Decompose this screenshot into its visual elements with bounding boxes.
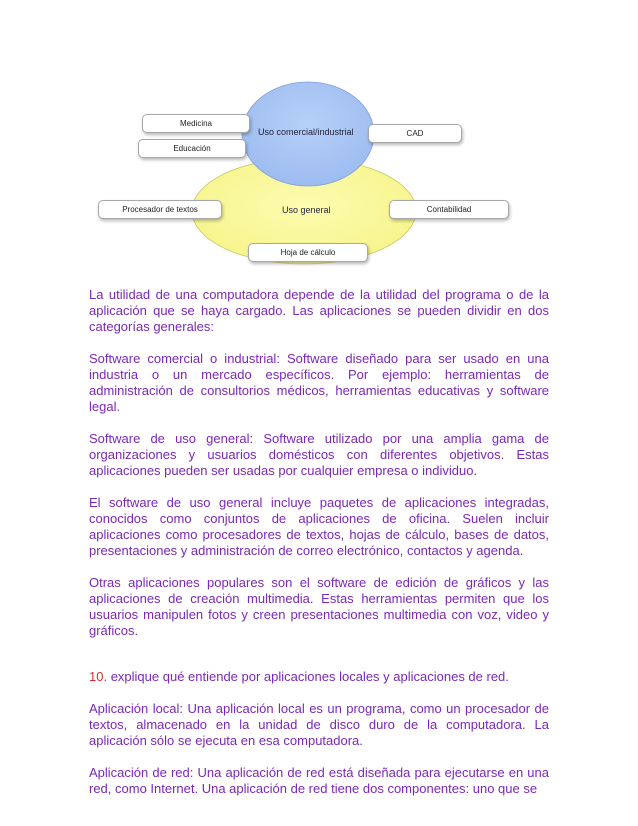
procesador-box: Procesador de textos	[98, 200, 222, 219]
paragraph-local-app: Aplicación local: Una aplicación local es un programa, como un procesador de textos, almacenado en la unidad de disco duro de la computadora. La aplicación sólo se ejecuta en esa computadora.	[89, 701, 549, 748]
paragraph-general: Software de uso general: Software utilizado por una amplia gama de organizaciones y usuarios domésticos con diferentes objetivos. Estas aplicaciones pueden ser usadas por cualquier empresa o individuo.	[89, 431, 549, 478]
question-text: explique qué entiende por aplicaciones locales y aplicaciones de red.	[107, 669, 509, 684]
paragraph-network-app: Aplicación de red: Una aplicación de red está diseñada para ejecutarse en una red, como Internet. Una aplicación de red tiene dos componentes: uno que se	[89, 765, 549, 796]
body-text	[89, 287, 549, 813]
diagram-shapes	[0, 0, 638, 280]
question-number: 10.	[89, 669, 108, 684]
paragraph-intro: La utilidad de una computadora depende de la utilidad del programa o de la aplicación que se haya cargado. Las aplicaciones se pueden dividir en dos categorías generales:	[89, 287, 549, 334]
paragraph-popular-apps: Otras aplicaciones populares son el software de edición de gráficos y las aplicaciones de creación multimedia. Estas herramientas permiten que los usuarios manipulen fotos y creen presentaciones multimedia con voz, video y gráficos.	[89, 575, 549, 638]
contabilidad-box: Contabilidad	[389, 200, 509, 219]
software-categories-diagram	[0, 0, 638, 280]
cad-box: CAD	[368, 124, 462, 143]
paragraph-office-suites: El software de uso general incluye paquetes de aplicaciones integradas, conocidos como conjuntos de aplicaciones de oficina. Suelen incluir aplicaciones como procesadores de textos, hojas de cálculo, bases de datos, presentaciones y administración de correo electrónico, contactos y agenda.	[89, 495, 549, 558]
commercial-use-label: Uso comercial/industrial	[258, 127, 354, 137]
question-10	[89, 669, 549, 685]
hoja-calculo-box: Hoja de cálculo	[248, 243, 368, 262]
educacion-box: Educación	[138, 139, 246, 158]
medicina-box: Medicina	[142, 114, 250, 133]
paragraph-commercial: Software comercial o industrial: Software diseñado para ser usado en una industria o un mercado específicos. Por ejemplo: herramientas de administración de consultorios médicos, herramientas educativas y software legal.	[89, 351, 549, 414]
general-use-label: Uso general	[282, 205, 331, 215]
